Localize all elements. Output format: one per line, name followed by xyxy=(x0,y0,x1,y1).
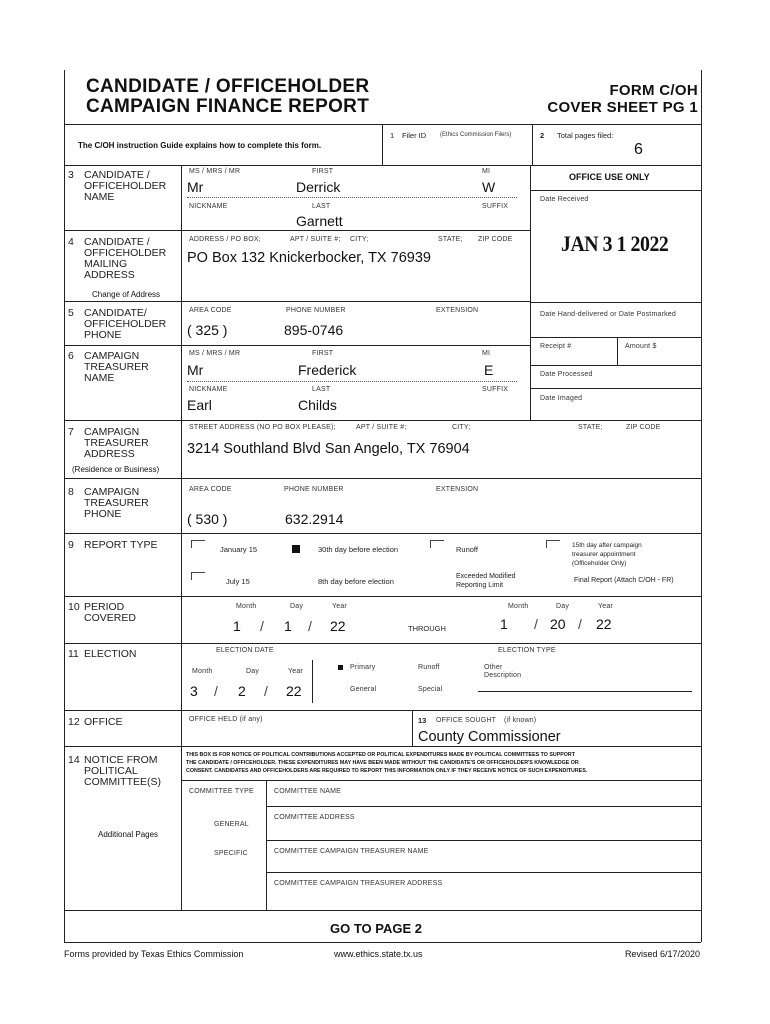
date-slash: / xyxy=(264,683,268,699)
committee-name-label: COMMITTEE NAME xyxy=(274,788,341,795)
checkbox-runoff[interactable] xyxy=(430,540,444,548)
committee-address-label: COMMITTEE ADDRESS xyxy=(274,814,355,821)
section-11-number: 11 xyxy=(68,648,79,660)
section-8-label: CAMPAIGN xyxy=(84,486,140,498)
period-end-day[interactable]: 20 xyxy=(550,616,566,632)
treasurer-area-code-label: AREA CODE xyxy=(189,486,232,493)
candidate-last-label: LAST xyxy=(312,203,331,210)
option-8th-day: 8th day before election xyxy=(318,577,394,586)
section-3-number: 3 xyxy=(68,169,74,181)
label-column-divider xyxy=(181,165,182,910)
footer-url[interactable]: www.ethics.state.tx.us xyxy=(334,949,423,959)
treasurer-city-label: CITY; xyxy=(452,424,471,431)
rule xyxy=(617,337,618,365)
section-5-label: CANDIDATE/ xyxy=(84,307,147,319)
mailing-state-label: STATE; xyxy=(438,236,463,243)
rule xyxy=(530,365,701,366)
section-10-label: COVERED xyxy=(84,612,136,624)
election-month-label: Month xyxy=(192,668,213,675)
date-imaged-label: Date Imaged xyxy=(540,395,583,402)
option-runoff-election: Runoff xyxy=(418,664,440,671)
section-7-label: CAMPAIGN xyxy=(84,426,140,438)
section-4-label: OFFICEHOLDER xyxy=(84,247,167,259)
additional-pages-label: Additional Pages xyxy=(98,830,159,839)
total-pages-number: 2 xyxy=(540,131,545,140)
section-13-number: 13 xyxy=(418,716,427,725)
option-special: Special xyxy=(418,686,443,693)
mailing-zip-label: ZIP CODE xyxy=(478,236,513,243)
change-of-address[interactable]: Change of Address xyxy=(92,290,161,299)
rule xyxy=(64,420,701,421)
option-final-report: Final Report (Attach C/OH - FR) xyxy=(574,577,674,584)
candidate-prefix-label: MS / MRS / MR xyxy=(189,168,241,175)
candidate-area-code[interactable]: ( 325 ) xyxy=(187,322,228,338)
election-year-label: Year xyxy=(288,668,303,675)
rule xyxy=(64,301,530,302)
committee-type-label: COMMITTEE TYPE xyxy=(189,788,254,795)
candidate-first-label: FIRST xyxy=(312,168,334,175)
section-5-label: OFFICEHOLDER xyxy=(84,318,167,330)
period-start-day[interactable]: 1 xyxy=(284,618,292,634)
section-11-label: ELECTION xyxy=(84,648,137,660)
section-5-label: PHONE xyxy=(84,329,122,341)
section-10-label: PERIOD xyxy=(84,601,125,613)
election-type-label: ELECTION TYPE xyxy=(498,647,556,654)
committee-treasurer-address-label: COMMITTEE CAMPAIGN TREASURER ADDRESS xyxy=(274,880,443,887)
committee-treasurer-name-label: COMMITTEE CAMPAIGN TREASURER NAME xyxy=(274,848,429,855)
candidate-last-name[interactable]: Garnett xyxy=(296,213,343,229)
footer-provided-by: Forms provided by Texas Ethics Commission xyxy=(64,949,244,959)
rule xyxy=(64,478,701,479)
checkbox-30th-day-checked[interactable] xyxy=(292,545,300,553)
treasurer-address-label: STREET ADDRESS (NO PO BOX PLEASE); xyxy=(189,424,336,431)
treasurer-mi-label: MI xyxy=(482,350,491,357)
option-exceeded-limit: Exceeded Modified xyxy=(456,573,516,580)
option-15th-day-after: (Officeholder Only) xyxy=(572,560,627,567)
total-pages-label: Total pages filed: xyxy=(557,131,614,140)
description-line xyxy=(478,691,692,692)
candidate-phone[interactable]: 895-0746 xyxy=(284,322,344,338)
candidate-prefix[interactable]: Mr xyxy=(187,179,204,195)
section-9-number: 9 xyxy=(68,539,74,551)
option-30th-day: 30th day before election xyxy=(318,545,399,554)
received-stamp: JAN 3 1 2022 xyxy=(561,231,669,256)
form-id: FORM C/OH xyxy=(609,82,698,99)
checkbox-primary-checked[interactable] xyxy=(338,665,343,670)
mailing-address-label: ADDRESS / PO BOX; xyxy=(189,236,261,243)
office-box-divider xyxy=(530,165,531,420)
rule xyxy=(530,388,701,389)
receipt-label: Receipt # xyxy=(540,343,572,350)
option-description: Description xyxy=(484,672,522,679)
treasurer-nickname[interactable]: Earl xyxy=(187,397,212,413)
rule xyxy=(266,806,701,807)
period-month-label: Month xyxy=(508,603,529,610)
rule xyxy=(64,596,701,597)
section-8-label: TREASURER xyxy=(84,497,149,509)
rule xyxy=(312,660,313,703)
candidate-mi[interactable]: W xyxy=(482,179,496,195)
section-6-number: 6 xyxy=(68,350,74,362)
period-month-label: Month xyxy=(236,603,257,610)
section-10-number: 10 xyxy=(68,601,80,613)
section-6-label: NAME xyxy=(84,372,115,384)
section-14-label: NOTICE FROM xyxy=(84,754,158,766)
frame-left xyxy=(64,70,65,942)
rule xyxy=(187,381,517,382)
rule xyxy=(266,840,701,841)
notice-text: CONSENT. CANDIDATES AND OFFICEHOLDERS ARE REQUIRED TO REPORT THIS INFORMATION ONLY IF THEY RECEIVE NOTICE OF SUCH EXPENDITURES. xyxy=(186,768,588,774)
candidate-nickname-label: NICKNAME xyxy=(189,203,228,210)
rule xyxy=(530,302,701,303)
checkbox-july-15[interactable] xyxy=(191,572,205,580)
section-6-label: TREASURER xyxy=(84,361,149,373)
section-3-label: CANDIDATE / xyxy=(84,169,150,181)
rule xyxy=(187,197,517,198)
notice-text: THE CANDIDATE / OFFICEHOLDER. THESE EXPENDITURES MAY HAVE BEEN MADE WITHOUT THE CANDIDATE'S OR OFFICEHOLDER'S KNOWLEDGE OR xyxy=(186,760,579,766)
section-5-number: 5 xyxy=(68,307,74,319)
section-4-label: CANDIDATE / xyxy=(84,236,150,248)
checkbox-january-15[interactable] xyxy=(191,540,205,548)
total-pages-value[interactable]: 6 xyxy=(634,141,643,158)
section-3-label: OFFICEHOLDER xyxy=(84,180,167,192)
candidate-mi-label: MI xyxy=(482,168,491,175)
treasurer-apt-label: APT / SUITE #; xyxy=(356,424,407,431)
office-held-label: OFFICE HELD (if any) xyxy=(189,716,263,723)
period-end-year[interactable]: 22 xyxy=(596,616,612,632)
treasurer-prefix[interactable]: Mr xyxy=(187,362,204,378)
section-14-number: 14 xyxy=(68,754,80,766)
candidate-area-code-label: AREA CODE xyxy=(189,307,232,314)
section-3-label: NAME xyxy=(84,191,115,203)
date-received-label: Date Received xyxy=(540,196,589,203)
rule xyxy=(64,910,701,911)
office-sought-label: OFFICE SOUGHT xyxy=(436,717,497,724)
section-9-label: REPORT TYPE xyxy=(84,539,158,551)
checkbox-15th-day-after[interactable] xyxy=(546,540,560,548)
option-15th-day-after: treasurer appointment xyxy=(572,551,636,558)
section-12-label: OFFICE xyxy=(84,716,123,728)
mailing-apt-label: APT / SUITE #; xyxy=(290,236,341,243)
treasurer-first-name[interactable]: Frederick xyxy=(298,362,357,378)
section-4-label: MAILING xyxy=(84,258,128,270)
date-slash: / xyxy=(214,683,218,699)
date-slash: / xyxy=(260,618,264,634)
date-slash: / xyxy=(308,618,312,634)
filer-id-number: 1 xyxy=(390,131,395,140)
rule xyxy=(532,124,533,165)
option-other: Other xyxy=(484,664,503,671)
section-7-label: ADDRESS xyxy=(84,448,135,460)
rule xyxy=(64,746,701,747)
committee-general-option[interactable]: GENERAL xyxy=(214,821,249,828)
date-slash: / xyxy=(534,616,538,632)
section-8-label: PHONE xyxy=(84,508,122,520)
date-slash: / xyxy=(578,616,582,632)
election-date-label: ELECTION DATE xyxy=(216,647,274,654)
option-july-15: July 15 xyxy=(226,577,250,586)
treasurer-state-label: STATE; xyxy=(578,424,603,431)
option-exceeded-limit: Reporting Limit xyxy=(456,582,504,589)
rule xyxy=(181,780,701,781)
form-subtitle: COVER SHEET PG 1 xyxy=(547,99,698,116)
treasurer-first-label: FIRST xyxy=(312,350,334,357)
treasurer-phone[interactable]: 632.2914 xyxy=(285,511,344,527)
option-january-15: January 15 xyxy=(220,545,258,554)
notice-text: THIS BOX IS FOR NOTICE OF POLITICAL CONTRIBUTIONS ACCEPTED OR POLITICAL EXPENDITURES MADE BY POLITICAL COMMITTEES TO SUPPORT xyxy=(186,752,575,758)
treasurer-extension-label: EXTENSION xyxy=(436,486,479,493)
form-title-line1: CANDIDATE / OFFICEHOLDER xyxy=(86,76,370,97)
election-year[interactable]: 22 xyxy=(286,683,302,699)
treasurer-zip-label: ZIP CODE xyxy=(626,424,661,431)
rule xyxy=(64,165,701,166)
section-12-number: 12 xyxy=(68,716,80,728)
go-to-page-2: GO TO PAGE 2 xyxy=(330,921,422,936)
treasurer-area-code[interactable]: ( 530 ) xyxy=(187,511,228,527)
period-day-label: Day xyxy=(556,603,570,610)
rule xyxy=(64,230,530,231)
candidate-first-name[interactable]: Derrick xyxy=(296,179,341,195)
period-year-label: Year xyxy=(598,603,613,610)
rule xyxy=(64,345,530,346)
mailing-city-label: CITY; xyxy=(350,236,369,243)
section-7-label: TREASURER xyxy=(84,437,149,449)
section-7-number: 7 xyxy=(68,426,74,438)
section-14-label: POLITICAL xyxy=(84,765,138,777)
period-start-month[interactable]: 1 xyxy=(233,618,241,634)
section-14-label: COMMITTEE(S) xyxy=(84,776,161,788)
candidate-extension-label: EXTENSION xyxy=(436,307,479,314)
residence-note: (Residence or Business) xyxy=(72,465,160,474)
office-use-title: OFFICE USE ONLY xyxy=(569,172,650,182)
frame-right xyxy=(701,70,702,942)
period-day-label: Day xyxy=(290,603,304,610)
rule xyxy=(412,710,413,746)
filer-id-note: (Ethics Commission Filers) xyxy=(440,132,512,138)
filer-id-label: Filer ID xyxy=(402,131,427,140)
amount-label: Amount $ xyxy=(625,343,657,350)
treasurer-last-name[interactable]: Childs xyxy=(298,397,337,413)
candidate-suffix-label: SUFFIX xyxy=(482,203,509,210)
through-label: THROUGH xyxy=(408,624,446,633)
committee-specific-option[interactable]: SPECIFIC xyxy=(214,850,248,857)
date-processed-label: Date Processed xyxy=(540,371,593,378)
treasurer-mi[interactable]: E xyxy=(484,362,494,378)
option-runoff: Runoff xyxy=(456,545,478,554)
form-title-line2: CAMPAIGN FINANCE REPORT xyxy=(86,96,370,117)
section-4-label: ADDRESS xyxy=(84,269,135,281)
rule xyxy=(266,872,701,873)
rule xyxy=(530,337,701,338)
rule xyxy=(64,710,701,711)
treasurer-last-label: LAST xyxy=(312,386,331,393)
rule xyxy=(64,942,701,943)
treasurer-nickname-label: NICKNAME xyxy=(189,386,228,393)
rule xyxy=(64,643,701,644)
rule xyxy=(382,124,383,165)
candidate-phone-label: PHONE NUMBER xyxy=(286,307,346,314)
treasurer-suffix-label: SUFFIX xyxy=(482,386,509,393)
treasurer-phone-label: PHONE NUMBER xyxy=(284,486,344,493)
section-4-number: 4 xyxy=(68,236,74,248)
period-end-month[interactable]: 1 xyxy=(500,616,508,632)
election-day-label: Day xyxy=(246,668,260,675)
option-general: General xyxy=(350,686,377,693)
election-month[interactable]: 3 xyxy=(190,683,198,699)
mailing-address-value[interactable]: PO Box 132 Knickerbocker, TX 76939 xyxy=(187,250,431,266)
option-15th-day-after: 15th day after campaign xyxy=(572,542,642,549)
instruction-text: The C/OH instruction Guide explains how to complete this form. xyxy=(78,141,322,150)
office-sought-note: (if known) xyxy=(504,717,537,724)
rule xyxy=(266,780,267,910)
treasurer-address-value[interactable]: 3214 Southland Blvd San Angelo, TX 76904 xyxy=(187,441,470,457)
date-hand-delivered-label: Date Hand-delivered or Date Postmarked xyxy=(540,311,676,318)
footer-revised-date: Revised 6/17/2020 xyxy=(624,949,700,959)
election-day[interactable]: 2 xyxy=(238,683,246,699)
section-6-label: CAMPAIGN xyxy=(84,350,140,362)
rule xyxy=(530,190,701,191)
period-start-year[interactable]: 22 xyxy=(330,618,346,634)
section-8-number: 8 xyxy=(68,486,74,498)
rule xyxy=(64,533,701,534)
treasurer-prefix-label: MS / MRS / MR xyxy=(189,350,241,357)
option-primary: Primary xyxy=(350,664,376,671)
office-sought-value[interactable]: County Commissioner xyxy=(418,729,561,745)
period-year-label: Year xyxy=(332,603,347,610)
